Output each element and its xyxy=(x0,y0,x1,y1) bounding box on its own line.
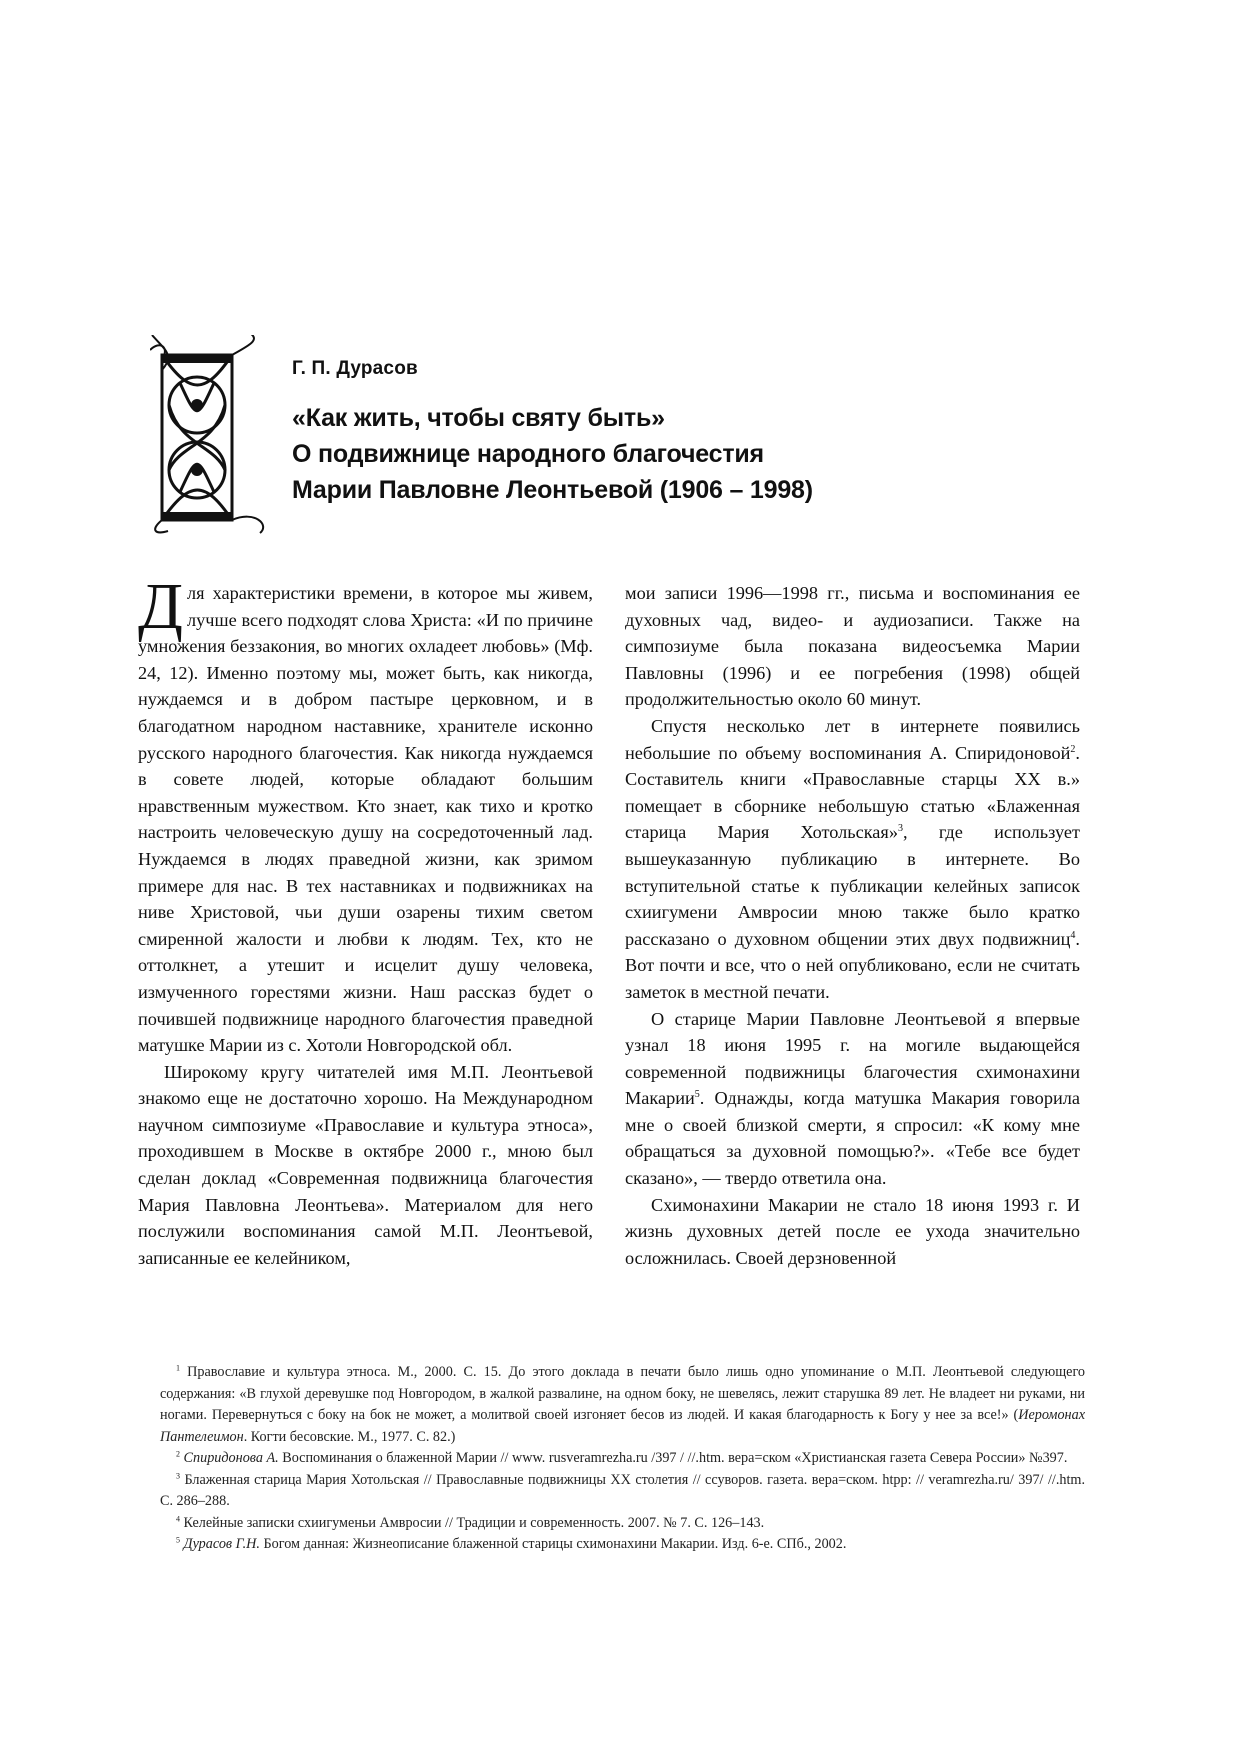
text-column-right xyxy=(625,580,1080,1271)
paragraph: Для характеристики времени, в которое мы живем, лучше всего подходят слова Христа: «И по причине умножения беззакония, во многих охладеет любовь» (Мф. 24, 12). Именно поэтому мы, может быть, как никогда, нуждаемся и в добром пастыре церковном, и в благодатном народном наставнике, хранителе исконно русского народного благочестия. Как никогда нуждаемся в совете людей, которые обладают большим нравственным мужеством. Кто знает, как тихо и кротко настроить человеческую душу на сосредоточенный лад. Нуждаемся в людях праведной жизни, как зримом примере для нас. В тех наставниках и подвижниках на ниве Христовой, чьи души озарены тихим светом смиренной жалости и любви к людям. Тех, кто не оттолкнет, а утешит и исцелит душу человека, измученного горестями жизни. Наш рассказ будет о почившей подвижнице народного благочестия праведной матушке Марии из с. Хотоли Новгородской обл. xyxy=(138,570,593,1056)
footnote-4: $^4$ Келейные записки схиигуменьи Амвросии // Традиции и современность. 2007. № 7. С. 126–143. xyxy=(176,1513,765,1531)
article-author: Г. П. Дурасов xyxy=(292,358,418,379)
article-title: «Как жить, чтобы святу быть» xyxy=(292,404,665,432)
paragraph: Спустя несколько лет в интернете появились небольшие по объему воспоминания А. Спиридоновой$^2$. Составитель книги «Православные старцы ХХ в.» помещает в сборнике небольшую статью «Блаженная старица Мария Хотольская»$^3$, где использует вышеуказанную публикацию в интернете. Во вступительной статье к публикации келейных записок схиигумени Амвросии мною также было кратко рассказано о духовном общении этих двух подвижниц$^4$. Вот почти и все, что о ней опубликовано, если не считать заметок в местной печати. xyxy=(625,715,1080,1002)
footnote-ref: 5 xyxy=(694,1089,700,1101)
footnotes xyxy=(160,1362,1085,1556)
article-subtitle-line-1: О подвижнице народного благочестия xyxy=(292,440,764,468)
article-title-block xyxy=(292,400,992,508)
footnote-1: $^1$ Православие и культура этноса. М., 2000. С. 15. До этого доклада в печати было лишь одно упоминание о М.П. Леонтьевой следующего содержания: «В глухой деревушке под Новгородом, в жалкой развалине, на одном боку, не шевелясь, лежит старушка 89 лет. Не владеет ни руками, ни ногами. Перевернуться с боку на бок не может, а молитвой своей изгоняет бесов из людей. И какая благодарность к Богу у нее за все!» (Иеромонах Пантелеимон. Когти бесовские. М., 1977. С. 82.) xyxy=(160,1363,1086,1445)
article-subtitle-line-2: Марии Павловне Леонтьевой (1906 – 1998) xyxy=(292,476,813,504)
footnote-ref: 2 xyxy=(1070,743,1076,755)
footnote-5: $^5$ Дурасов Г.Н. Богом данная: Жизнеописание блаженной старицы схимонахини Макарии. Изд. 6-е. СПб., 2002. xyxy=(176,1535,847,1552)
footnote-ref: 3 xyxy=(897,823,903,835)
footnote-3: $^3$ Блаженная старица Мария Хотольская // Православные подвижницы ХХ столетия // ссуворов. газета. вера=ском. htpp: // veramrezha.ru/ 397/ //.htm. С. 286–288. xyxy=(160,1470,1086,1509)
footnote-2: $^2$ Спиридонова А. Воспоминания о блаженной Марии // www. rusveramrezha.ru /397 / //.htm. вера=ском «Христианская газета Севера России» №397. xyxy=(176,1449,1068,1466)
celtic-knot-ornament-icon xyxy=(150,335,285,535)
footnote-ref: 4 xyxy=(1070,929,1076,941)
text-column-left xyxy=(138,570,593,1271)
paragraph: Схимонахини Макарии не стало 18 июня 1993 г. И жизнь духовных детей после ее ухода значительно осложнилась. Своей дерзновенной xyxy=(625,1194,1080,1268)
drop-cap: Д xyxy=(138,570,184,643)
paragraph: мои записи 1996—1998 гг., письма и воспоминания ее духовных чад, видео- и аудиозаписи. Также на симпозиуме была показана видеосъемка Марии Павловны (1996) и ее погребения (1998) общей продолжительностью около 60 минут. xyxy=(625,583,1080,710)
paragraph: О старице Марии Павловне Леонтьевой я впервые узнал 18 июня 1995 г. на могиле выдающейся современной подвижницы благочестия схимонахини Макарии$^5$. Однажды, когда матушка Макария говорила мне о своей близкой смерти, я спросил: «К кому мне обращаться за духовной помощью?». «Тебе все будет сказано», — твердо ответила она. xyxy=(625,1008,1080,1189)
paragraph: Широкому кругу читателей имя М.П. Леонтьевой знакомо еще не достаточно хорошо. На Международном научном симпозиуме «Православие и культура этноса», проходившем в Москве в октябре 2000 г., мною был сделан доклад «Современная подвижница благочестия Мария Павловна Леонтьева». Материалом для него послужили воспоминания самой М.П. Леонтьевой, записанные ее келейником, xyxy=(138,1061,593,1268)
